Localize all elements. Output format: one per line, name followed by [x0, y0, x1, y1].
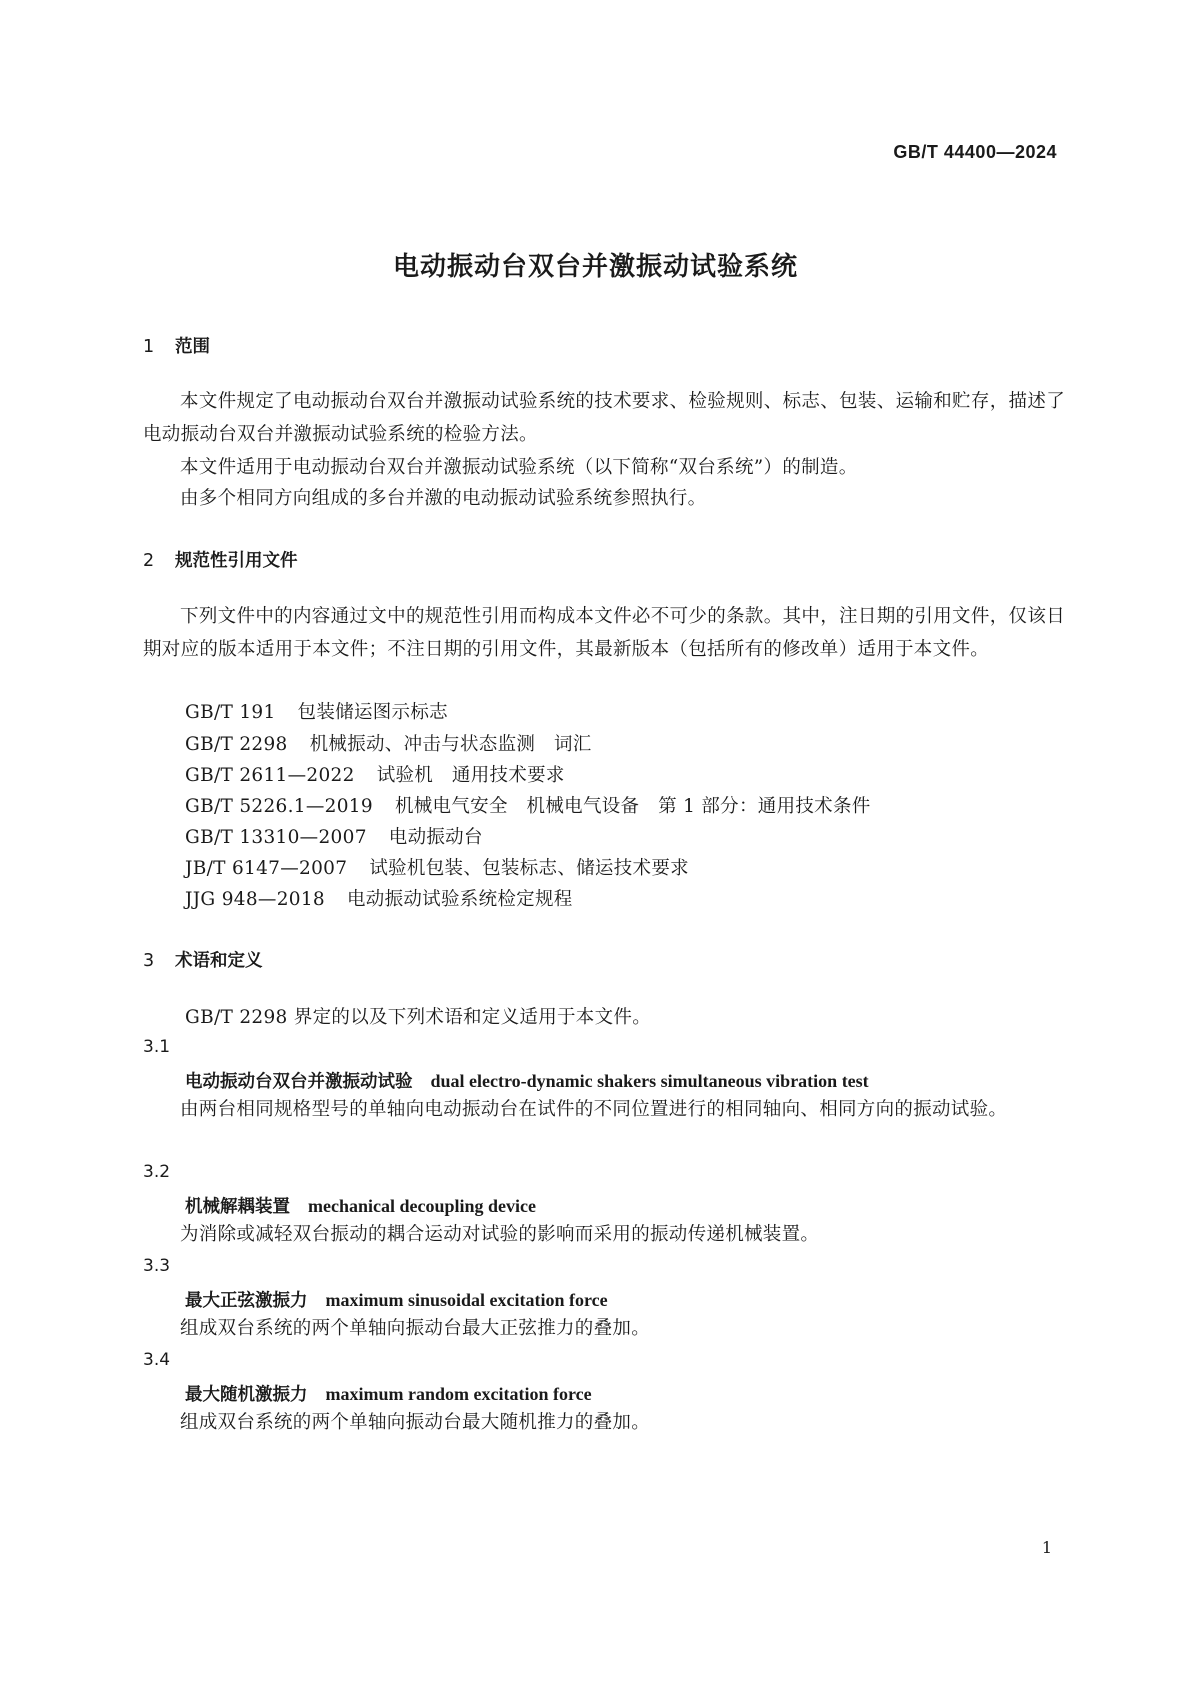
reference-code: GB/T 2298 [185, 734, 288, 755]
reference-title: 试验机包装、包装标志、储运技术要求 [369, 858, 689, 879]
term-number: 3.3 [143, 1256, 171, 1276]
term-number: 3.4 [143, 1350, 171, 1370]
term-en: maximum sinusoidal excitation force [325, 1290, 608, 1310]
section-number: 1 [143, 337, 155, 357]
reference-item [185, 885, 573, 911]
document-title: 电动振动台双台并激振动试验系统 [392, 252, 798, 282]
reference-code: GB/T 191 [185, 702, 276, 723]
normative-intro: 下列文件中的内容通过文中的规范性引用而构成本文件必不可少的条款。其中，注日期的引用文件，仅该日期对应的版本适用于本文件；不注日期的引用文件，其最新版本（包括所有的修改单）适用于本文件。 [143, 606, 1065, 660]
section-2-heading [143, 547, 298, 572]
term-heading [185, 1287, 608, 1312]
term-heading [185, 1381, 592, 1406]
section-title: 范围 [175, 337, 210, 357]
term-en: maximum random excitation force [325, 1384, 592, 1404]
reference-item [185, 854, 689, 880]
reference-code: GB/T 5226.1—2019 [185, 796, 373, 817]
section-title: 术语和定义 [175, 951, 263, 971]
section-3-heading [143, 947, 263, 972]
reference-code: GB/T 2611—2022 [185, 765, 355, 786]
scope-paragraph-2: 本文件适用于电动振动台双台并激振动试验系统（以下简称“双台系统”）的制造。 [180, 457, 858, 478]
term-definition: 由两台相同规格型号的单轴向电动振动台在试件的不同位置进行的相同轴向、相同方向的振动试验。 [180, 1099, 1008, 1120]
section-title: 规范性引用文件 [175, 551, 298, 571]
reference-title: 试验机 通用技术要求 [376, 765, 565, 786]
term-definition: 组成双台系统的两个单轴向振动台最大正弦推力的叠加。 [180, 1318, 651, 1339]
reference-title: 机械振动、冲击与状态监测 词汇 [309, 734, 592, 755]
reference-code: JJG 948—2018 [185, 889, 325, 910]
term-zh: 最大正弦激振力 [185, 1291, 308, 1311]
section-number: 2 [143, 551, 155, 571]
term-number: 3.2 [143, 1162, 171, 1182]
reference-item [185, 823, 483, 849]
scope-paragraph-1: 本文件规定了电动振动台双台并激振动试验系统的技术要求、检验规则、标志、包装、运输和贮存，描述了电动振动台双台并激振动试验系统的检验方法。 [143, 391, 1065, 445]
reference-item [185, 761, 565, 787]
section-number: 3 [143, 951, 155, 971]
term-number: 3.1 [143, 1037, 171, 1057]
term-en: dual electro-dynamic shakers simultaneous vibration test [430, 1071, 869, 1091]
reference-item [185, 730, 592, 756]
term-zh: 电动振动台双台并激振动试验 [185, 1072, 413, 1092]
reference-title: 包装储运图示标志 [297, 702, 448, 723]
term-zh: 最大随机激振力 [185, 1385, 308, 1405]
reference-title: 机械电气安全 机械电气设备 第 1 部分：通用技术条件 [394, 796, 871, 817]
term-heading [185, 1068, 869, 1093]
reference-item [185, 698, 448, 724]
reference-title: 电动振动台 [388, 827, 483, 848]
term-heading [185, 1193, 536, 1218]
page-number: 1 [1041, 1538, 1052, 1557]
reference-code: JB/T 6147—2007 [185, 858, 348, 879]
standard-number: GB/T 44400—2024 [893, 142, 1057, 162]
term-definition: 为消除或减轻双台振动的耦合运动对试验的影响而采用的振动传递机械装置。 [180, 1224, 820, 1245]
terms-intro: GB/T 2298 界定的以及下列术语和定义适用于本文件。 [185, 1007, 651, 1028]
term-zh: 机械解耦装置 [185, 1197, 290, 1217]
term-en: mechanical decoupling device [308, 1196, 536, 1216]
section-1-heading [143, 333, 210, 358]
reference-code: GB/T 13310—2007 [185, 827, 367, 848]
reference-item [185, 792, 871, 818]
scope-paragraph-3: 由多个相同方向组成的多台并激的电动振动试验系统参照执行。 [180, 488, 707, 509]
term-definition: 组成双台系统的两个单轴向振动台最大随机推力的叠加。 [180, 1412, 651, 1433]
reference-title: 电动振动试验系统检定规程 [346, 889, 573, 910]
